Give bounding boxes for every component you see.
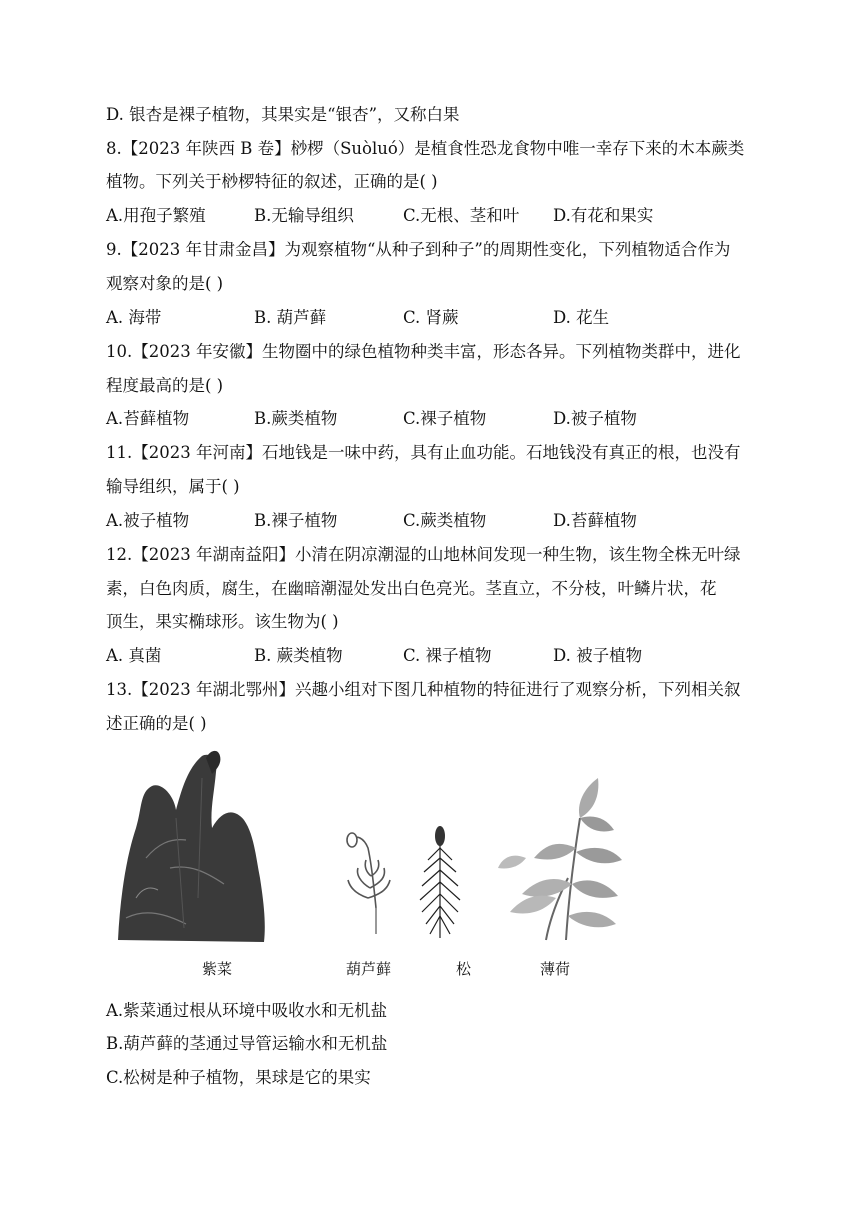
q10-option-c: C.裸子植物 <box>403 409 487 428</box>
q7-option-d: D. 银杏是裸子植物，其果实是“银杏”，又称白果 <box>106 105 460 124</box>
figure-label-porphyra: 紫菜 <box>202 960 233 978</box>
q8-option-a: A.用孢子繁殖 <box>106 206 206 225</box>
q8-stem-line-2: 植物。下列关于桫椤特征的叙述，正确的是( ) <box>106 172 438 191</box>
q10-stem-line-2: 程度最高的是( ) <box>106 376 224 395</box>
q13-option-c: C.松树是种子植物，果球是它的果实 <box>106 1068 371 1087</box>
q10-option-b: B.蕨类植物 <box>254 409 338 428</box>
q13-option-b: B.葫芦藓的茎通过导管运输水和无机盐 <box>106 1034 388 1053</box>
q10-options <box>106 408 766 430</box>
q12-stem-line-3: 顶生，果实椭球形。该生物为( ) <box>106 612 339 631</box>
q9-stem-line-1: 9.【2023 年甘肃金昌】为观察植物“从种子到种子”的周期性变化，下列植物适合作为 <box>106 240 731 259</box>
porphyra-image <box>118 751 265 942</box>
q13-stem-line-2: 述正确的是( ) <box>106 714 207 733</box>
q11-stem-line-1: 11.【2023 年河南】石地钱是一味中药，具有止血功能。石地钱没有真正的根，也没有 <box>106 443 741 462</box>
q9-options <box>106 307 766 329</box>
q8-option-d: D.有花和果实 <box>553 206 654 225</box>
figure-label-pine: 松 <box>456 960 472 978</box>
q12-option-a: A. 真菌 <box>106 646 162 665</box>
q11-option-b: B.裸子植物 <box>254 511 338 530</box>
q11-options <box>106 510 766 532</box>
figure-label-mint: 薄荷 <box>540 960 571 978</box>
q8-option-c: C.无根、茎和叶 <box>403 206 520 225</box>
q12-option-d: D. 被子植物 <box>553 646 643 665</box>
q8-options <box>106 205 766 227</box>
q11-option-a: A.被子植物 <box>106 511 190 530</box>
figure-label-funaria: 葫芦藓 <box>346 960 392 978</box>
q8-stem-line-1: 8.【2023 年陕西 B 卷】桫椤（Suòluó）是植食性恐龙食物中唯一幸存下来的木本蕨类 <box>106 139 745 158</box>
q11-option-c: C.蕨类植物 <box>403 511 487 530</box>
q9-stem-line-2: 观察对象的是( ) <box>106 274 224 293</box>
q10-option-a: A.苔藓植物 <box>106 409 190 428</box>
q9-option-d: D. 花生 <box>553 308 610 327</box>
q12-stem-line-2: 素，白色肉质，腐生，在幽暗潮湿处发出白色亮光。茎直立，不分枝，叶鳞片状，花 <box>106 579 717 598</box>
q9-option-c: C. 肾蕨 <box>403 308 459 327</box>
q13-option-a: A.紫菜通过根从环境中吸收水和无机盐 <box>106 1001 388 1020</box>
mint-image <box>498 778 622 940</box>
q8-option-b: B.无输导组织 <box>254 206 354 225</box>
funaria-image <box>347 833 390 934</box>
q11-stem-line-2: 输导组织，属于( ) <box>106 477 240 496</box>
q12-option-b: B. 蕨类植物 <box>254 646 343 665</box>
q12-stem-line-1: 12.【2023 年湖南益阳】小清在阴凉潮湿的山地林间发现一种生物，该生物全株无叶绿 <box>106 545 741 564</box>
q9-option-a: A. 海带 <box>106 308 162 327</box>
plants-figure <box>106 748 666 988</box>
q12-option-c: C. 裸子植物 <box>403 646 492 665</box>
q13-stem-line-1: 13.【2023 年湖北鄂州】兴趣小组对下图几种植物的特征进行了观察分析，下列相关叙 <box>106 680 741 699</box>
pine-image <box>420 826 460 938</box>
q9-option-b: B. 葫芦藓 <box>254 308 327 327</box>
q11-option-d: D.苔藓植物 <box>553 511 637 530</box>
q10-option-d: D.被子植物 <box>553 409 637 428</box>
q10-stem-line-1: 10.【2023 年安徽】生物圈中的绿色植物种类丰富，形态各异。下列植物类群中，进化 <box>106 342 741 361</box>
q12-options <box>106 645 766 667</box>
